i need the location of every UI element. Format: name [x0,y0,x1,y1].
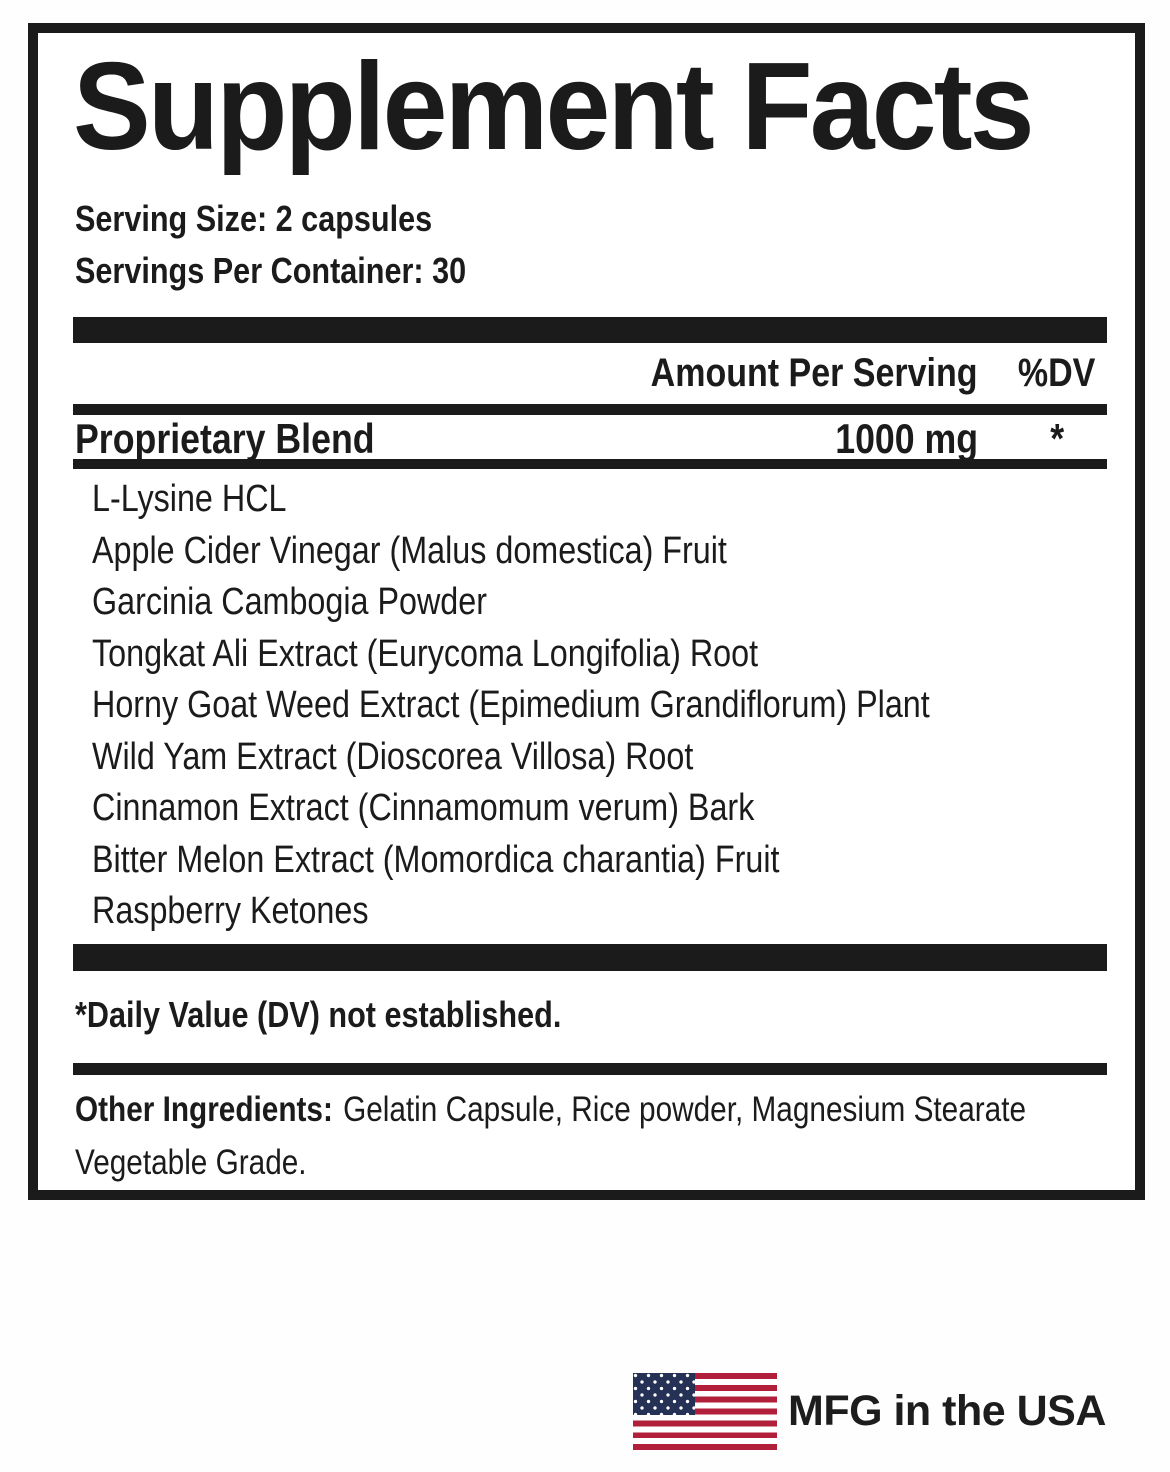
divider-under-header [73,404,1107,415]
serving-info [75,193,1107,297]
servings-per-container-line: Servings Per Container: 30 [75,250,467,291]
panel-title-text: Supplement Facts [73,38,1032,176]
supplement-facts-panel [28,23,1145,1200]
other-ingredients-label: Other Ingredients: [75,1089,333,1129]
mfg-in-usa-text: MFG in the USA [788,1387,1106,1435]
ingredient-list-item: Cinnamon Extract (Cinnamomum verum) Bark [92,787,755,829]
divider-above-other-ingredients [73,1063,1107,1075]
blend-name: Proprietary Blend [75,415,375,462]
serving-size-line: Serving Size: 2 capsules [75,198,433,239]
daily-value-footnote: *Daily Value (DV) not established. [75,993,562,1035]
column-header-row [73,347,1107,399]
ingredient-list-item: Garcinia Cambogia Powder [92,581,487,623]
ingredient-list [73,474,1107,938]
us-flag-icon [633,1373,777,1450]
other-ingredients-text: Gelatin Capsule, Rice powder, Magnesium Stearate Vegetable Grade. [75,1089,1027,1182]
thick-divider-bottom [73,944,1107,971]
thick-divider-top [73,317,1107,343]
us-flag-canton-stars [633,1373,695,1415]
blend-amount: 1000 mg [835,415,978,462]
panel-title [73,38,1107,176]
blend-dv-value: * [1050,415,1064,462]
ingredient-list-item: Wild Yam Extract (Dioscorea Villosa) Root [92,735,694,778]
ingredient-list-item: Apple Cider Vinegar (Malus domestica) Fruit [92,529,727,572]
proprietary-blend-row [73,415,1107,462]
ingredient-list-item: Bitter Melon Extract (Momordica charantia) Fruit [92,838,780,881]
ingredient-list-item: Tongkat Ali Extract (Eurycoma Longifolia) Root [92,632,759,675]
ingredient-list-item: Raspberry Ketones [92,890,369,932]
other-ingredients-paragraph [75,1083,1110,1189]
ingredient-list-item: L-Lysine HCL [92,478,287,520]
amount-per-serving-header: Amount Per Serving [651,351,978,395]
ingredient-list-item: Horny Goat Weed Extract (Epimedium Grandiflorum) Plant [92,684,930,726]
percent-dv-header: %DV [1018,351,1096,395]
